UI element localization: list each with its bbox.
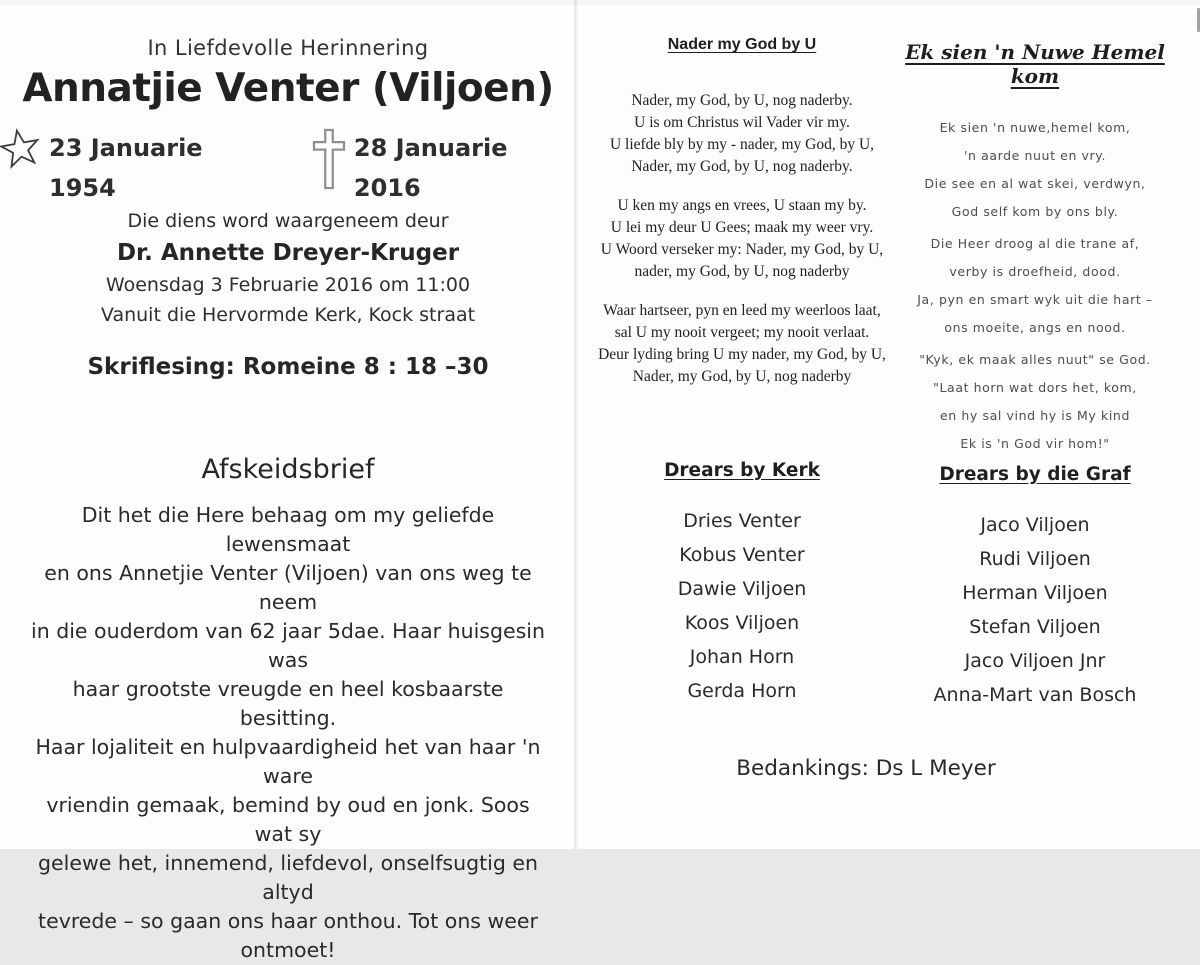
- farewell-letter-line: Haar lojaliteit en hulpvaardigheid het van haar 'n ware: [35, 735, 541, 788]
- service-venue: Vanuit die Hervormde Kerk, Kock straat: [100, 304, 476, 326]
- hymn-line: Ja, pyn en smart wyk uit die hart –: [917, 292, 1153, 307]
- farewell-letter-title: Afskeidsbrief: [201, 454, 375, 485]
- hymn-line: U lei my deur U Gees; maak my weer vry.: [610, 219, 874, 236]
- farewell-letter-line: ontmoet!: [240, 938, 336, 962]
- right-page: [576, 0, 1200, 849]
- bearer-name: Rudi Viljoen: [979, 548, 1091, 570]
- bearer-name: Jaco Viljoen Jnr: [964, 650, 1106, 672]
- bearer-name: Dawie Viljoen: [677, 578, 807, 600]
- hymn-nader-my-god: [592, 36, 892, 405]
- hymn-line: Ek sien 'n nuwe,hemel kom,: [939, 120, 1131, 135]
- acknowledgements: Bedankings: Ds L Meyer: [736, 756, 996, 781]
- left-page: [0, 0, 576, 962]
- hymn-title: Nader my God by U: [667, 36, 817, 53]
- hymn-stanza: [882, 230, 1188, 342]
- hymn-stanza: [592, 195, 892, 283]
- bearer-name: Anna-Mart van Bosch: [933, 684, 1137, 706]
- bearer-name: Kobus Venter: [679, 544, 805, 566]
- hymn-line: U liefde bly by my - nader, my God, by U,: [609, 136, 875, 153]
- bearer-name: Gerda Horn: [687, 680, 797, 702]
- hymn-stanza: [592, 300, 892, 388]
- hymn-line: nader, my God, by U, nog naderby: [634, 263, 850, 280]
- hymn-line: Deur lyding bring U my nader, my God, by U,: [598, 346, 886, 363]
- hymn-line: Waar hartseer, pyn en leed my weerloos laat,: [603, 302, 881, 319]
- life-dates: [0, 128, 576, 208]
- bearer-name: Dries Venter: [683, 510, 801, 532]
- hymn-line: Ek is 'n God vir hom!": [960, 436, 1110, 451]
- hymn-line: "Laat horn wat dors het, kom,: [933, 380, 1137, 395]
- farewell-letter-line: in die ouderdom van 62 jaar 5dae. Haar huisgesin was: [31, 619, 545, 672]
- hymn-line: Die see en al wat skei, verdwyn,: [924, 176, 1146, 191]
- farewell-letter-body: [26, 501, 550, 965]
- bearer-name: Jaco Viljoen: [980, 514, 1090, 536]
- birth-date-group: [0, 128, 271, 208]
- cross-icon: [313, 128, 345, 195]
- hymn-stanza: [592, 90, 892, 178]
- hymn-ek-sien-n-nuwe-hemel: [882, 40, 1188, 462]
- page-fold-line: [573, 0, 578, 849]
- bearers-church-list: [592, 460, 892, 708]
- farewell-letter-line: tevrede – so gaan ons haar onthou. Tot ons weer: [38, 909, 538, 933]
- farewell-letter-line: Dit het die Here behaag om my geliefde lewensmaat: [81, 503, 495, 556]
- hymn-line: Nader, my God, by U, nog naderby.: [631, 158, 853, 175]
- officiant-name: Dr. Annette Dreyer-Kruger: [116, 240, 460, 266]
- hymn-line: U ken my angs en vrees, U staan my by.: [617, 197, 867, 214]
- hymn-line: U Woord verseker my: Nader, my God, by U,: [600, 241, 884, 258]
- hymn-line: ons moeite, angs en nood.: [944, 320, 1126, 335]
- service-details: [0, 206, 576, 330]
- hymn-title: Ek sien 'n Nuwe Hemel kom: [905, 40, 1165, 88]
- bearers-grave-title: Drears by die Graf: [939, 464, 1131, 485]
- hymn-line: Nader, my God, by U, nog naderby.: [631, 92, 853, 109]
- service-datetime: Woensdag 3 Februarie 2016 om 11:00: [105, 274, 471, 296]
- hymn-line: verby is droefheid, dood.: [949, 264, 1121, 279]
- hymn-line: U is om Christus wil Vader vir my.: [634, 114, 850, 131]
- birth-date: 23 Januarie 1954: [49, 134, 203, 202]
- death-date-group: [313, 128, 576, 208]
- memorial-tagline: In Liefdevolle Herinnering: [147, 36, 429, 60]
- death-date: 28 Januarie 2016: [353, 134, 508, 202]
- hymn-line: 'n aarde nuut en vry.: [963, 148, 1107, 163]
- scan-top-shading: [0, 0, 1200, 5]
- farewell-letter-line: haar grootste vreugde en heel kosbaarste besitting.: [72, 677, 504, 730]
- hymn-line: Nader, my God, by U, nog naderby: [632, 368, 852, 385]
- hymn-line: en hy sal vind hy is My kind: [940, 408, 1130, 423]
- bearers-grave-names: [882, 508, 1188, 712]
- bearers-church-names: [592, 504, 892, 708]
- hymn-stanza: [882, 114, 1188, 226]
- hymn-line: Die Heer droog al die trane af,: [930, 236, 1140, 251]
- scripture-reading: Skriflesing: Romeine 8 : 18 –30: [87, 354, 489, 380]
- service-intro: Die diens word waargeneem deur: [127, 210, 449, 232]
- bearer-name: Stefan Viljoen: [969, 616, 1101, 638]
- bearers-church-title: Drears by Kerk: [664, 460, 820, 481]
- bearer-name: Koos Viljoen: [684, 612, 800, 634]
- deceased-name: Annatjie Venter (Viljoen): [22, 66, 554, 111]
- bearer-name: Johan Horn: [689, 646, 795, 668]
- bearers-grave-list: [882, 464, 1188, 712]
- hymn-line: God self kom by ons bly.: [951, 204, 1119, 219]
- farewell-letter-line: gelewe het, innemend, liefdevol, onselfsugtig en altyd: [38, 851, 538, 904]
- bearer-name: Herman Viljoen: [962, 582, 1108, 604]
- star-icon: [0, 128, 40, 174]
- farewell-letter-line: vriendin gemaak, bemind by oud en jonk. Soos wat sy: [46, 793, 530, 846]
- hymn-line: "Kyk, ek maak alles nuut" se God.: [919, 352, 1151, 367]
- farewell-letter-line: en ons Annetjie Venter (Viljoen) van ons weg te neem: [44, 561, 532, 614]
- hymn-line: sal U my nooit vergeet; my nooit verlaat.: [614, 324, 870, 341]
- hymn-stanza: [882, 346, 1188, 458]
